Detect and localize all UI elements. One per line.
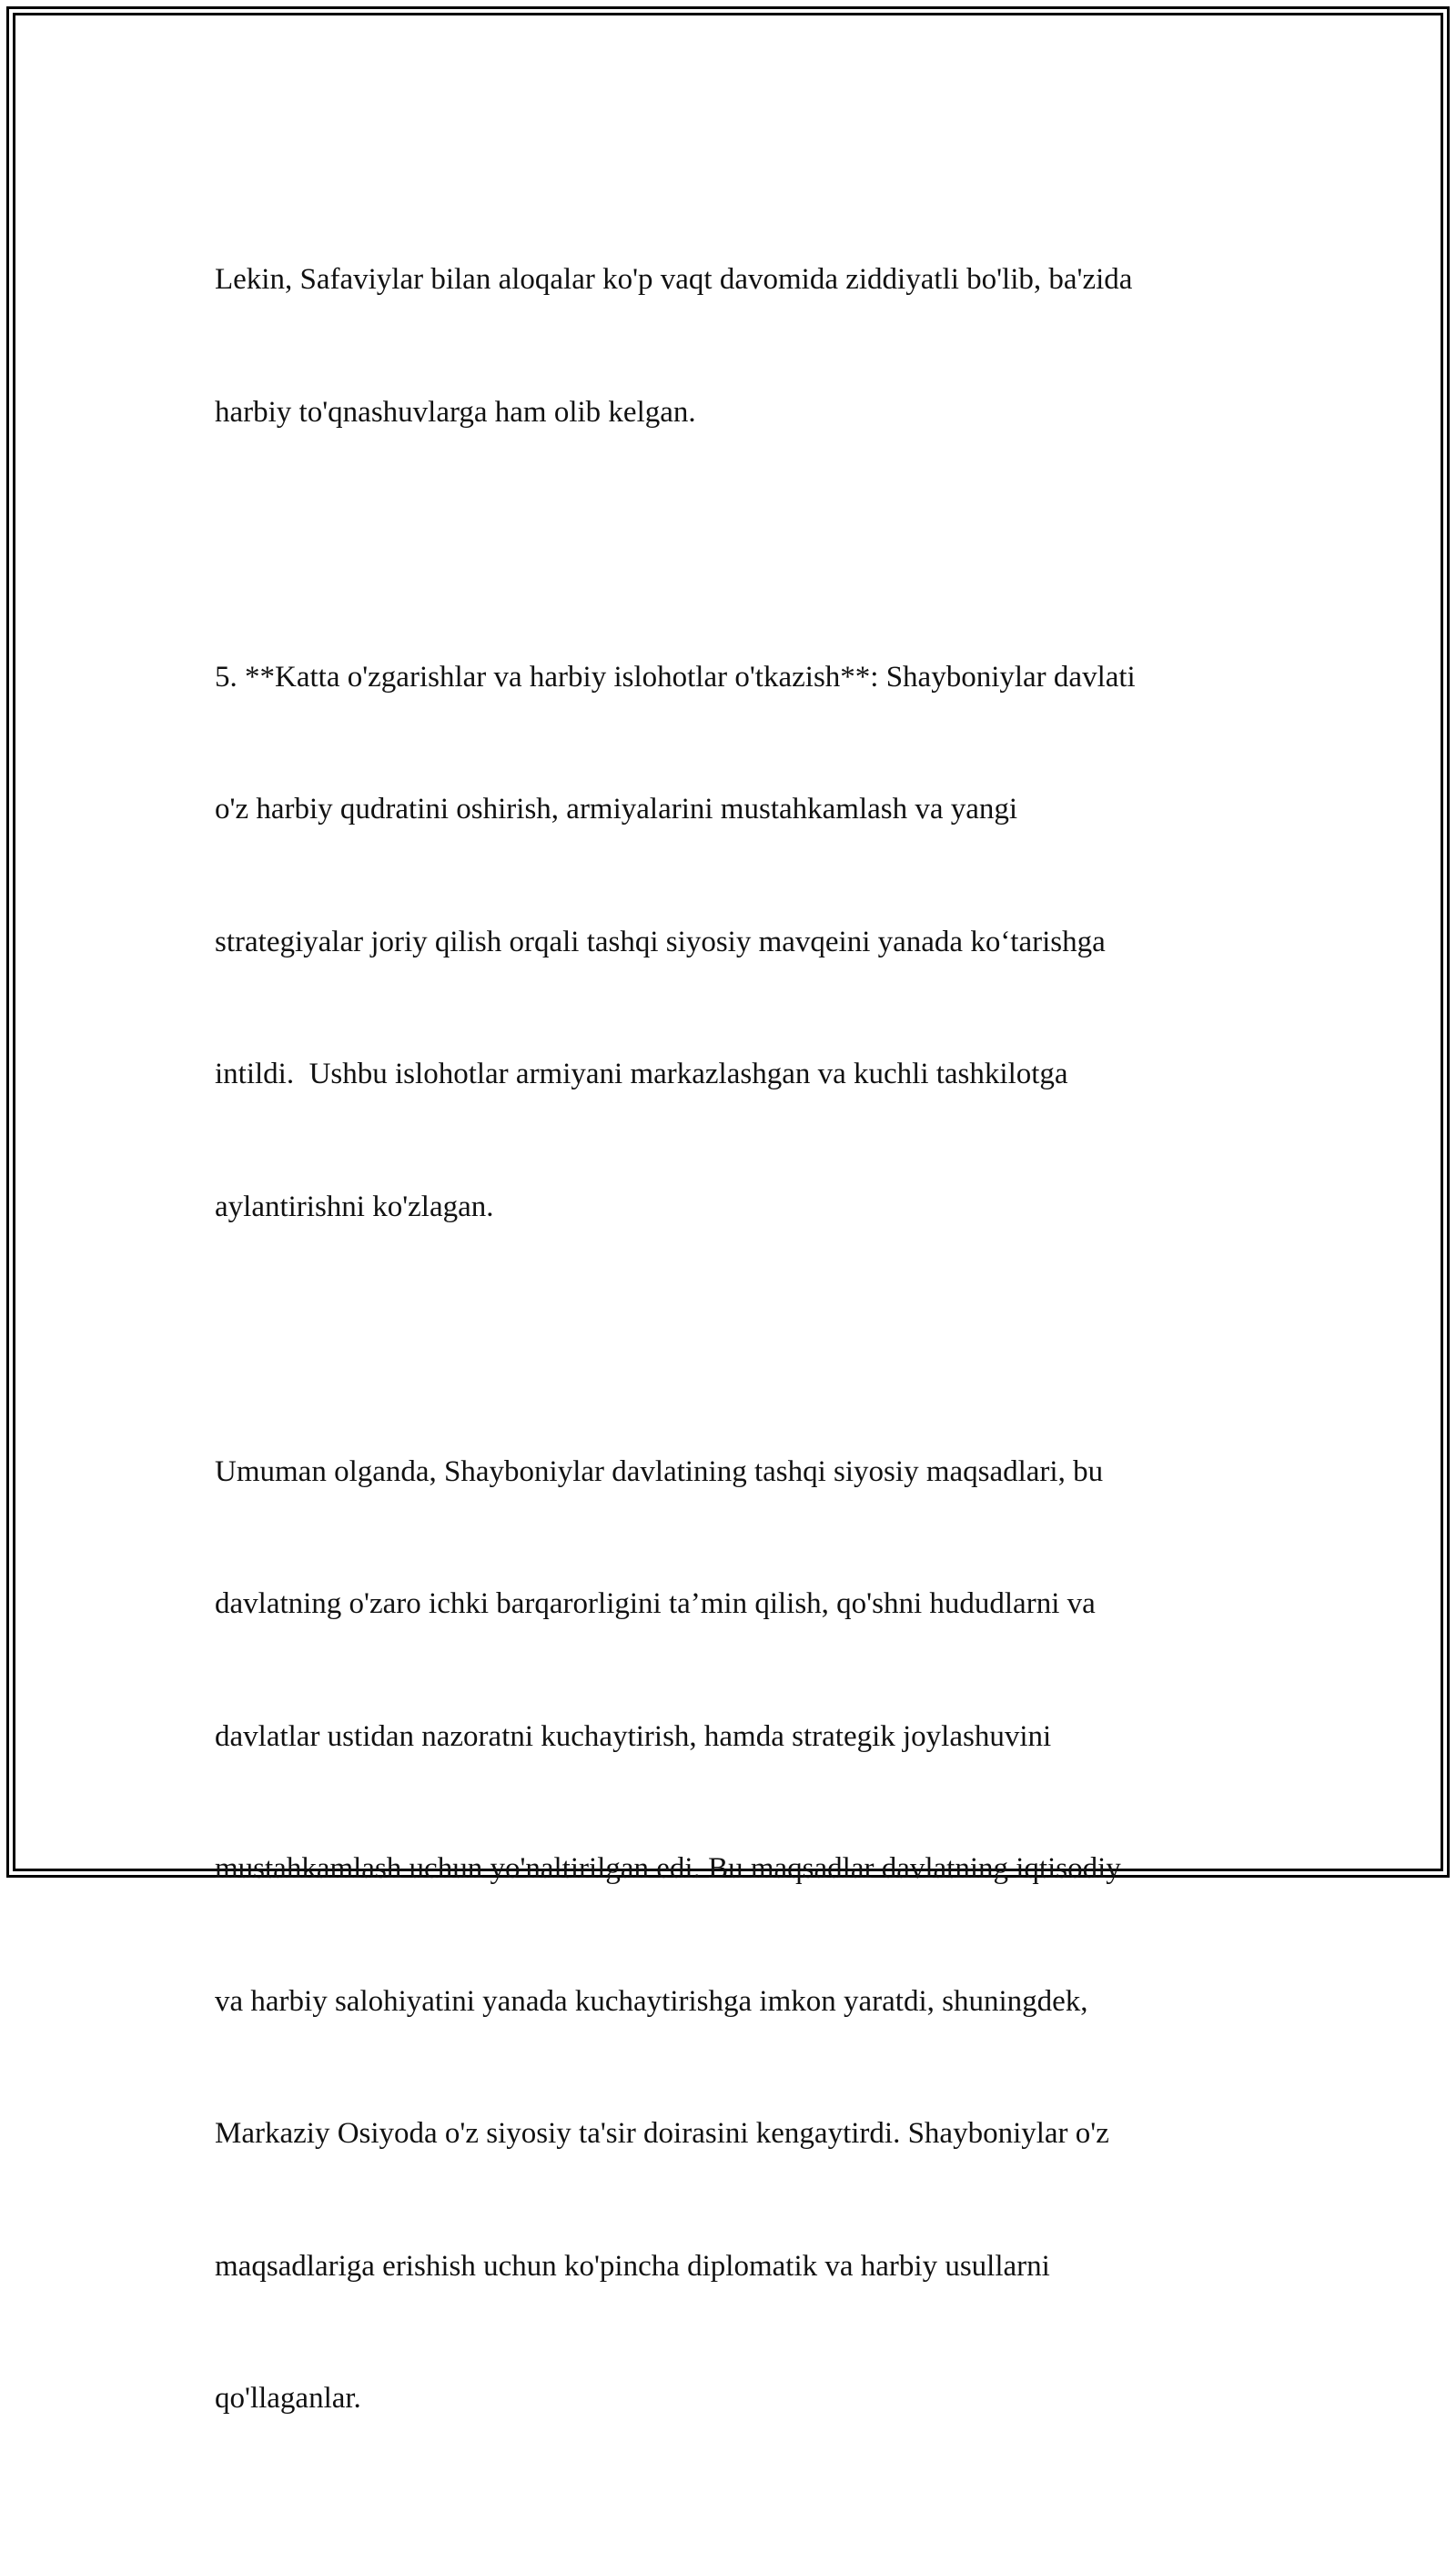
paragraph-conclusion (215, 1362, 1252, 2509)
text-line: Markaziy Osiyoda o'z siyosiy ta'sir doirasini kengaytirdi. Shayboniylar o'z (215, 2117, 1109, 2150)
text-line: aylantirishni ko'zlagan. (215, 1190, 494, 1223)
text-line: davlatlar ustidan nazoratni kuchaytirish, hamda strategik joylashuvini (215, 1719, 1052, 1753)
text-line: Umuman olganda, Shayboniylar davlatining tashqi siyosiy maqsadlari, bu (215, 1454, 1104, 1488)
text-line: intildi. Ushbu islohotlar armiyani markazlashgan va kuchli tashkilotga (215, 1058, 1068, 1090)
text-line: o'z harbiy qudratini oshirish, armiyalarini mustahkamlash va yangi (215, 793, 1018, 826)
text-line: qo'llaganlar. (215, 2382, 361, 2415)
text-line: va harbiy salohiyatini yanada kuchaytirishga imkon yaratdi, shuningdek, (215, 1984, 1088, 2018)
text-line: mustahkamlash uchun yo'naltirilgan edi. Bu maqsadlar davlatning iqtisodiy (215, 1852, 1121, 1885)
paragraph-safaviylar (215, 169, 1252, 522)
text-line: davlatning o'zaro ichki barqarorligini ta’min qilish, qo'shni hududlarni va (215, 1587, 1096, 1620)
text-line: maqsadlariga erishish uchun ko'pincha diplomatik va harbiy usullarni (215, 2249, 1050, 2283)
document-body (215, 169, 1252, 2553)
text-line: strategiyalar joriy qilish orqali tashqi siyosiy mavqeini yanada ko‘tarishga (215, 925, 1106, 958)
text-line: Lekin, Safaviylar bilan aloqalar ko'p vaqt davomida ziddiyatli bo'lib, ba'zida (215, 263, 1133, 296)
text-line: harbiy to'qnashuvlarga ham olib kelgan. (215, 395, 696, 429)
text-line: 5. **Katta o'zgarishlar va harbiy islohotlar o'tkazish**: Shayboniylar davlati (215, 660, 1136, 694)
paragraph-item-5 (215, 567, 1252, 1318)
